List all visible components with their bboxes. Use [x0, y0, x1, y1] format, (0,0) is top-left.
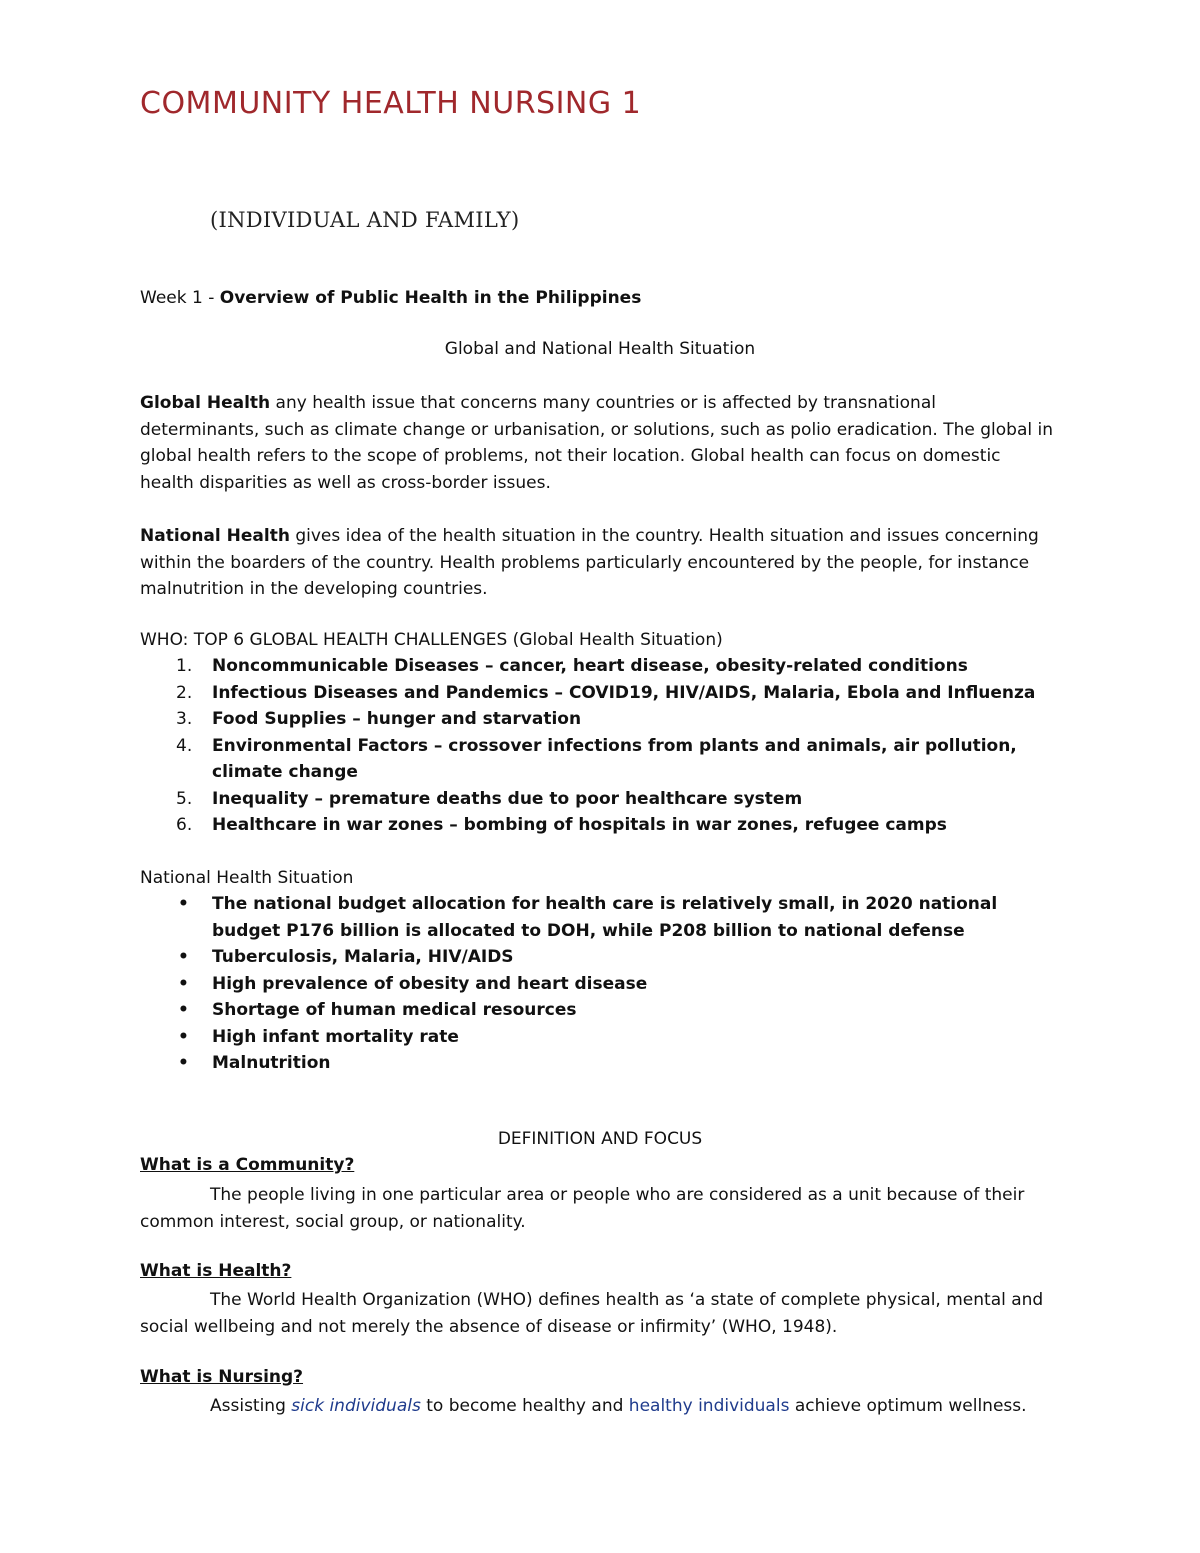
national-health-term: National Health: [140, 526, 290, 546]
national-health-paragraph: [140, 523, 1055, 603]
global-health-text: any health issue that concerns many countries or is affected by transnational determinants, such as climate change or urbanisation, or solutions, such as polio eradication. The global in global health refers to the scope of problems, not their location. Global health can focus on domestic health disparities as well as cross-border issues.: [140, 393, 1053, 493]
challenge-number: 5.: [176, 788, 193, 809]
challenge-number: 3.: [176, 709, 193, 729]
challenges-list: [140, 653, 1055, 839]
week-topic: Overview of Public Health in the Philippines: [219, 288, 642, 308]
challenge-number: 4.: [176, 735, 193, 756]
bullet-icon: •: [178, 947, 189, 967]
national-item: [140, 971, 1055, 998]
bullet-icon: •: [178, 973, 189, 994]
nursing-heading: [140, 1367, 303, 1387]
challenge-item: [140, 733, 1055, 786]
nursing-part1: Assisting: [210, 1396, 292, 1416]
challenge-item: [140, 653, 1055, 680]
sick-individuals-text: sick individuals: [291, 1396, 421, 1416]
challenge-text: Infectious Diseases and Pandemics – COVID19, HIV/AIDS, Malaria, Ebola and Influenza: [212, 682, 1036, 703]
global-health-term: Global Health: [140, 393, 271, 413]
health-heading-text: What is Health?: [140, 1261, 292, 1281]
bullet-icon: •: [178, 1000, 189, 1020]
nursing-heading-text: What is Nursing?: [140, 1367, 304, 1387]
who-challenges-heading: WHO: TOP 6 GLOBAL HEALTH CHALLENGES (Global Health Situation): [140, 630, 723, 650]
challenge-number: 2.: [176, 682, 193, 703]
national-item-text: Tuberculosis, Malaria, HIV/AIDS: [212, 947, 514, 967]
community-definition: The people living in one particular area or people who are considered as a unit because of their common interest, social group, or nationality.: [140, 1185, 1025, 1232]
health-definition: The World Health Organization (WHO) defines health as ‘a state of complete physical, mental and social wellbeing and not merely the absence of disease or infirmity’ (WHO, 1948).: [140, 1290, 1044, 1337]
national-situation-list: [140, 891, 1055, 1077]
challenge-number: 6.: [176, 815, 193, 835]
definition-heading: DEFINITION AND FOCUS: [497, 1129, 703, 1149]
challenge-text: Healthcare in war zones – bombing of hospitals in war zones, refugee camps: [212, 815, 947, 835]
challenge-text: Environmental Factors – crossover infections from plants and animals, air pollution, climate change: [212, 735, 1017, 782]
challenge-text: Food Supplies – hunger and starvation: [212, 709, 582, 729]
national-item-text: Shortage of human medical resources: [212, 1000, 577, 1020]
challenge-item: [140, 706, 1055, 733]
week-prefix: Week 1 -: [140, 288, 220, 308]
national-situation-heading: National Health Situation: [140, 868, 354, 888]
national-item: [140, 997, 1055, 1024]
bullet-icon: •: [178, 1053, 189, 1073]
community-heading-text: What is a Community?: [140, 1155, 355, 1175]
national-item-text: High prevalence of obesity and heart disease: [212, 973, 648, 994]
challenge-item: [140, 786, 1055, 813]
national-item: [140, 1050, 1055, 1077]
national-item-text: The national budget allocation for health care is relatively small, in 2020 national budget P176 billion is allocated to DOH, while P208 billion to national defense: [212, 894, 998, 941]
health-heading: [140, 1261, 291, 1281]
challenge-item: [140, 680, 1055, 707]
section-heading-health-situation: Global and National Health Situation: [444, 339, 756, 359]
nursing-definition: [210, 1393, 1027, 1420]
national-item-text: Malnutrition: [212, 1053, 331, 1073]
challenge-text: Noncommunicable Diseases – cancer, heart disease, obesity-related conditions: [212, 656, 968, 676]
bullet-icon: •: [178, 1026, 189, 1047]
nursing-part3: achieve optimum wellness.: [789, 1396, 1027, 1416]
global-health-paragraph: [140, 390, 1055, 496]
challenge-text: Inequality – premature deaths due to poor healthcare system: [212, 788, 803, 809]
national-item: [140, 944, 1055, 971]
nursing-part2: to become healthy and: [420, 1396, 629, 1416]
national-health-text: gives idea of the health situation in the country. Health situation and issues concerning within the boarders of the country. Health problems particularly encountered by the people, for instance malnutrition in the developing countries.: [140, 526, 1039, 599]
document-subtitle: (INDIVIDUAL AND FAMILY): [210, 208, 520, 232]
challenge-number: 1.: [176, 656, 193, 676]
community-heading: [140, 1155, 354, 1175]
week-line: [140, 285, 641, 312]
national-item: [140, 891, 1055, 944]
document-title: COMMUNITY HEALTH NURSING 1: [140, 86, 642, 121]
national-item: [140, 1024, 1055, 1051]
challenge-item: [140, 812, 1055, 839]
healthy-individuals-text: healthy individuals: [628, 1396, 790, 1416]
national-item-text: High infant mortality rate: [212, 1026, 459, 1047]
bullet-icon: •: [178, 894, 189, 914]
